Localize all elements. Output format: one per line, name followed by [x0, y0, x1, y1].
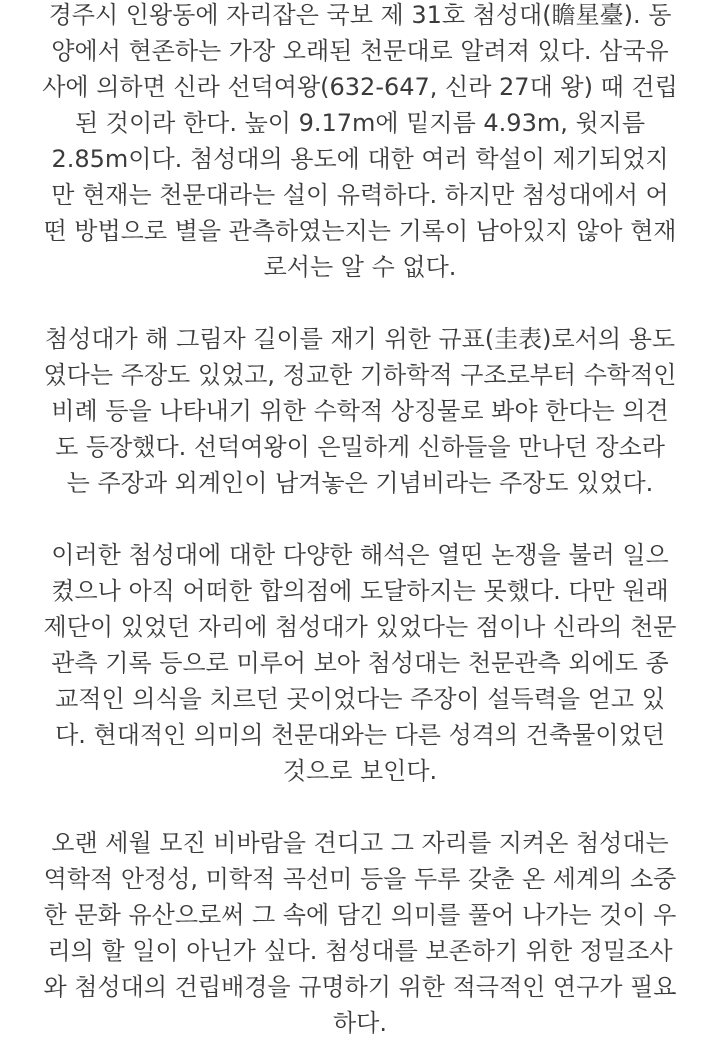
text-line: 비례 등을 나타내기 위한 수학적 상징물로 봐야 한다는 의견 — [51, 397, 669, 425]
text-line: 된 것이라 한다. 높이 9.17m에 밑지름 4.93m, 윗지름 — [74, 109, 646, 137]
text-line: 2.85m이다. 첨성대의 용도에 대한 여러 학설이 제기되었지 — [51, 145, 669, 173]
paragraph-spacer — [18, 789, 702, 825]
text-line: 관측 기록 등으로 미루어 보아 첨성대는 천문관측 외에도 종 — [51, 649, 669, 677]
text-line: 다. 현대적인 의미의 천문대와는 다른 성격의 건축물이었던 — [55, 721, 665, 749]
text-line: 첨성대가 해 그림자 길이를 재기 위한 규표(圭表)로서의 용도 — [44, 325, 676, 353]
text-line: 리의 할 일이 아닌가 싶다. 첨성대를 보존하기 위한 정밀조사 — [47, 937, 673, 965]
text-line: 도 등장했다. 선덕여왕이 은밀하게 신하들을 만나던 장소라 — [55, 433, 665, 461]
text-line: 로서는 알 수 없다. — [263, 253, 457, 281]
paragraph — [18, 321, 702, 501]
paragraph — [18, 0, 702, 285]
text-line: 제단이 있었던 자리에 첨성대가 있었다는 점이나 신라의 천문 — [43, 613, 677, 641]
text-line: 한 문화 유산으로써 그 속에 담긴 의미를 풀어 나가는 것이 우 — [43, 901, 677, 929]
text-line: 는 주장과 외계인이 남겨놓은 기념비라는 주장도 있었다. — [66, 469, 654, 497]
text-line: 만 현재는 천문대라는 설이 유력하다. 하지만 첨성대에서 어 — [51, 181, 669, 209]
text-line: 오랜 세월 모진 비바람을 견디고 그 자리를 지켜온 첨성대는 — [51, 829, 669, 857]
text-line: 경주시 인왕동에 자리잡은 국보 제 31호 첨성대(瞻星臺). 동 — [48, 1, 672, 29]
paragraph-spacer — [18, 501, 702, 537]
text-line: 하다. — [333, 1009, 387, 1037]
text-line: 교적인 의식을 치르던 곳이었다는 주장이 설득력을 얻고 있 — [55, 685, 665, 713]
text-line: 와 첨성대의 건립배경을 규명하기 위한 적극적인 연구가 필요 — [43, 973, 677, 1001]
text-line: 떤 방법으로 별을 관측하였는지는 기록이 남아있지 않아 현재 — [43, 217, 677, 245]
text-line: 이러한 첨성대에 대한 다양한 해석은 열띤 논쟁을 불러 일으 — [51, 541, 669, 569]
text-line: 켰으나 아직 어떠한 합의점에 도달하지는 못했다. 다만 원래 — [51, 577, 669, 605]
paragraph — [18, 537, 702, 789]
paragraph-spacer — [18, 285, 702, 321]
paragraph — [18, 825, 702, 1041]
text-line: 사에 의하면 신라 선덕여왕(632-647, 신라 27대 왕) 때 건립 — [42, 73, 678, 101]
text-line: 양에서 현존하는 가장 오래된 천문대로 알려져 있다. 삼국유 — [51, 37, 669, 65]
text-line: 것으로 보인다. — [282, 757, 438, 785]
text-line: 역학적 안정성, 미학적 곡선미 등을 두루 갖춘 온 세계의 소중 — [43, 865, 677, 893]
text-line: 였다는 주장도 있었고, 정교한 기하학적 구조로부터 수학적인 — [43, 361, 677, 389]
